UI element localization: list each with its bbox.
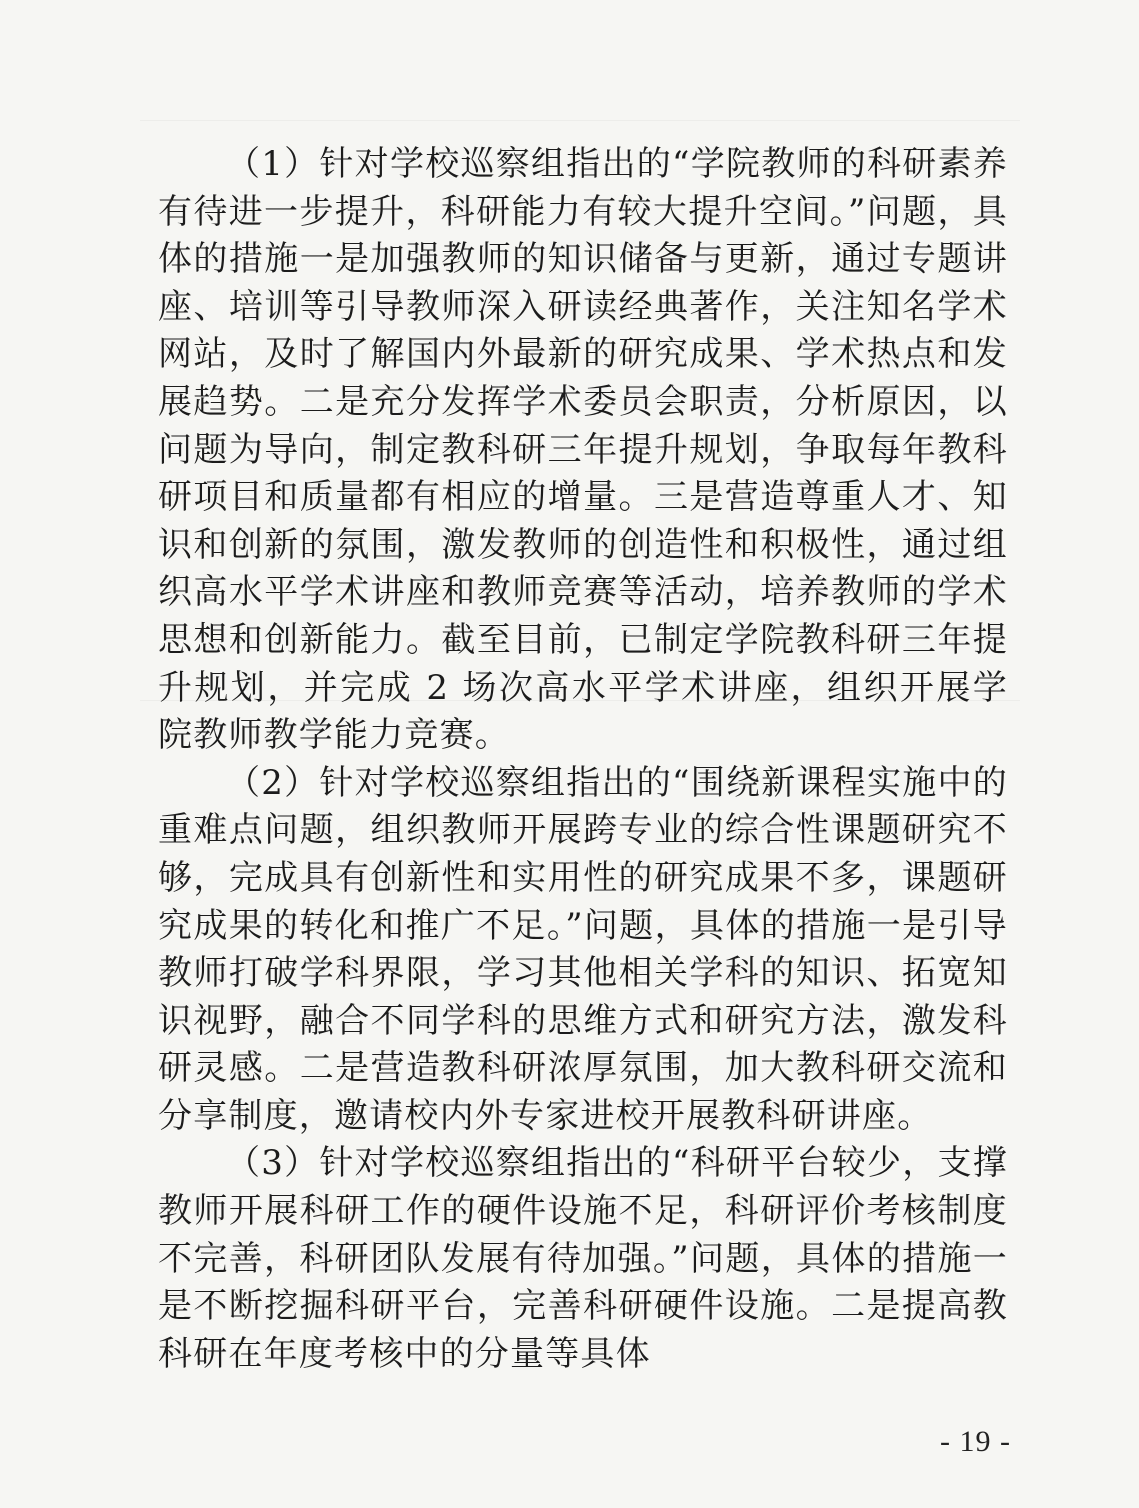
paragraph-1: （1）针对学校巡察组指出的“学院教师的科研素养有待进一步提升，科研能力有较大提升空间。”问题，具体的措施一是加强教师的知识储备与更新，通过专题讲座、培训等引导教师深入研读经典著作，关注知名学术网站，及时了解国内外最新的研究成果、学术热点和发展趋势。二是充分发挥学术委员会职责，分析原因，以问题为导向，制定教科研三年提升规划，争取每年教科研项目和质量都有相应的增量。三是营造尊重人才、知识和创新的氛围，激发教师的创造性和积极性，通过组织高水平学术讲座和教师竞赛等活动，培养教师的学术思想和创新能力。截至目前，已制定学院教科研三年提升规划，并完成 2 场次高水平学术讲座，组织开展学院教师教学能力竞赛。 [158,144,1008,756]
page-number: - 19 - [940,1425,1011,1458]
paragraph-3: （3）针对学校巡察组指出的“科研平台较少，支撑教师开展科研工作的硬件设施不足，科研评价考核制度不完善，科研团队发展有待加强。”问题，具体的措施一是不断挖掘科研平台，完善科研硬件设施。二是提高教科研在年度考核中的分量等具体 [158,1143,1008,1374]
paragraph-2: （2）针对学校巡察组指出的“围绕新课程实施中的重难点问题，组织教师开展跨专业的综合性课题研究不够，完成具有创新性和实用性的研究成果不多，课题研究成果的转化和推广不足。”问题，具体的措施一是引导教师打破学科界限，学习其他相关学科的知识、拓宽知识视野，融合不同学科的思维方式和研究方法，激发科研灵感。二是营造教科研浓厚氛围，加大教科研交流和分享制度，邀请校内外专家进校开展教科研讲座。 [158,762,1008,1136]
bleed-through-line [140,120,1020,121]
body-text [158,141,1008,1378]
